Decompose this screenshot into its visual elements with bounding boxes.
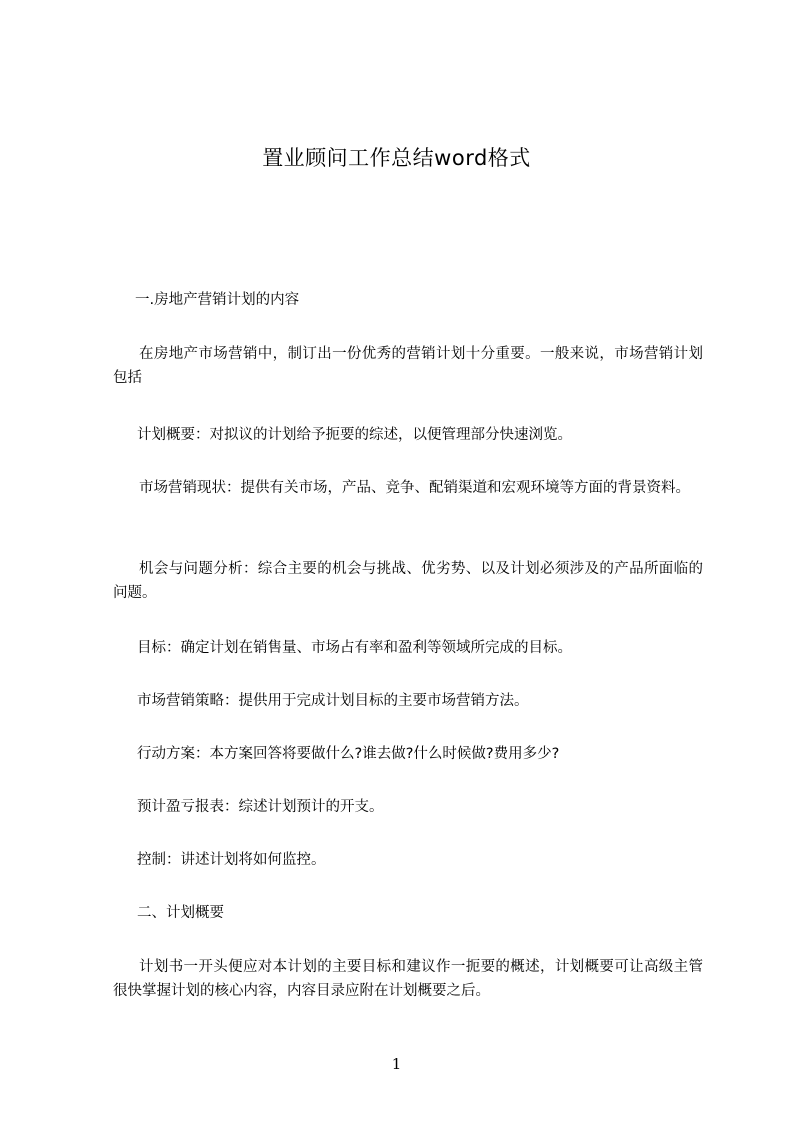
paragraph-profit-loss: 预计盈亏报表：综述计划预计的开支。 xyxy=(137,799,384,815)
paragraph-goals: 目标：确定计划在销售量、市场占有率和盈利等领域所完成的目标。 xyxy=(137,640,572,656)
page-number: 1 xyxy=(391,1055,402,1073)
paragraph-action-plan: 行动方案：本方案回答将要做什么?谁去做?什么时候做?费用多少? xyxy=(137,746,560,762)
paragraph-intro: 在房地产市场营销中，制订出一份优秀的营销计划十分重要。一般来说，市场营销计划包括 xyxy=(113,346,703,386)
paragraph-opportunity-analysis: 机会与问题分析：综合主要的机会与挑战、优劣势、以及计划必须涉及的产品所面临的问题。 xyxy=(113,561,703,601)
paragraph-plan-summary: 计划概要：对拟议的计划给予扼要的综述，以便管理部分快速浏览。 xyxy=(137,427,572,443)
document-title: 置业顾问工作总结word格式 xyxy=(262,146,531,170)
paragraph-market-status: 市场营销现状：提供有关市场，产品、竞争、配销渠道和宏观环境等方面的背景资料。 xyxy=(139,480,690,496)
paragraph-control: 控制：讲述计划将如何监控。 xyxy=(137,852,326,868)
paragraph-plan-overview: 计划书一开头便应对本计划的主要目标和建议作一扼要的概述，计划概要可让高级主管很快掌握计划的核心内容，内容目录应附在计划概要之后。 xyxy=(113,959,703,999)
paragraph-marketing-strategy: 市场营销策略：提供用于完成计划目标的主要市场营销方法。 xyxy=(137,693,529,709)
section-heading-1: 一.房地产营销计划的内容 xyxy=(135,292,300,308)
section-heading-2: 二、计划概要 xyxy=(137,905,224,921)
